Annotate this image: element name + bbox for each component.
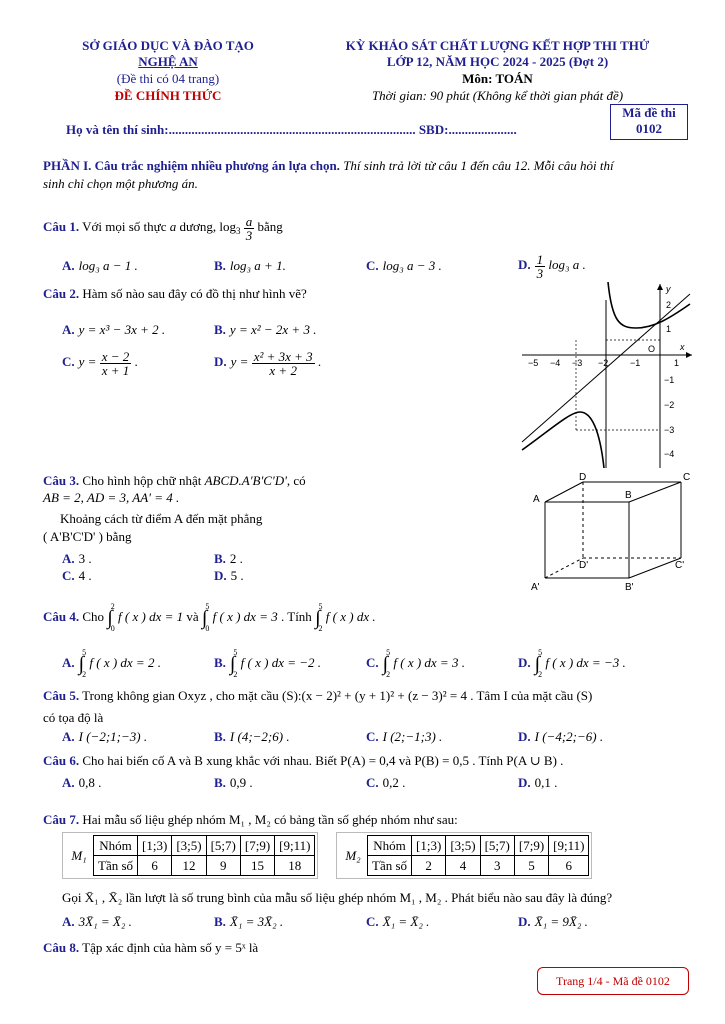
edge-BC [629,482,681,502]
graph-y-tick-label: −3 [664,425,675,435]
part1-instruction-2: sinh chỉ chọn một phương án. [43,176,198,191]
exam-subject: Môn: TOÁN [462,71,533,86]
question-4-option-b[interactable] [214,642,321,686]
table-cell: 2 [412,856,446,876]
question-4-text2: . Tính [280,608,312,624]
table-cell: 4 [446,856,480,876]
question-4-integral-2: f ( x ) dx = 3 [212,608,278,624]
option-letter: A. [62,258,75,273]
question-3-box: ABCD.A'B'C'D' [204,473,287,488]
option-text: 5 . [230,568,244,583]
question-1-option-b[interactable] [214,258,286,274]
table-m1-wrapper [62,832,318,879]
option-text: y = x² − 2x + 3 . [229,322,317,337]
question-6-text: Cho hai biến cố A và B xung khắc với nhau. Biết P(A) = 0,4 và P(B) = 0,5 . Tính P(A ∪ B) . [82,753,564,768]
option-letter: C. [62,568,75,583]
question-1-label: Câu 1. [43,219,80,234]
question-8 [43,940,258,956]
integral-sign: ∫ [534,653,541,675]
question-2-label: Câu 2. [43,286,80,301]
question-1-text2: dương, [179,219,217,234]
question-7-option-a[interactable] [62,914,132,930]
x-axis-arrow [686,352,692,358]
table-m1-label: M₁ [71,847,87,863]
function-graph [520,282,692,468]
header-official: ĐỀ CHÍNH THỨC [114,88,222,103]
option-letter: D. [214,568,227,583]
integral-limits: 5 2 [318,602,323,633]
question-5-option-d[interactable] [518,729,603,745]
table-cell: [1;3) [412,836,446,856]
question-3-label: Câu 3. [43,473,80,488]
exam-code-label: Mã đề thi [622,105,676,120]
option-text: 3 . [78,551,92,566]
question-2-option-a[interactable] [62,322,165,338]
integral-sign: ∫ [315,607,321,629]
table-header-cell: Nhóm [94,836,138,856]
table-cell: [5;7) [206,836,240,856]
question-2-option-b[interactable] [214,322,316,338]
option-frac-den: x + 2 [269,362,297,378]
page-footer: Trang 1/4 - Mã đề 0102 [537,967,689,995]
option-text: I (−4;2;−6) . [534,729,604,744]
question-1-log-base: 3 [236,226,241,236]
question-4-text: Cho [82,608,105,624]
question-8-text: Tập xác định của hàm số y = 5ˣ là [82,940,259,955]
integral-limits: 2 0 [110,602,115,633]
cube-vertex-label: D' [579,560,589,571]
question-3-option-a[interactable] [62,551,92,567]
question-5-option-c[interactable] [366,729,442,745]
table-cell: 5 [514,856,548,876]
question-4 [43,596,376,640]
option-text: log₃ a − 3 . [382,258,442,273]
table-cell: 9 [206,856,240,876]
option-letter: A. [62,914,75,929]
question-3-text1b: , có [286,473,306,488]
exam-code-box [610,104,688,140]
exam-title: KỲ KHẢO SÁT CHẤT LƯỢNG KẾT HỢP THI THỬ [345,38,650,53]
option-letter: D. [518,729,531,744]
question-1-option-c[interactable] [366,258,442,274]
question-2 [43,286,307,302]
table-cell: 6 [138,856,172,876]
option-letter: B. [214,775,226,790]
table-cell: [9;11) [275,836,315,856]
question-4-and: và [186,608,199,624]
graph-x-tick-label: −2 [598,358,609,368]
question-3-plane: ( A'B'C'D' ) bằng [43,529,132,544]
question-3-dimensions: AB = 2, AD = 3, AA' = 4 . [43,490,180,505]
question-1-frac-den: 3 [245,227,253,243]
question-5 [43,688,592,704]
option-lhs: y = [230,354,249,369]
table-cell: [9;11) [549,836,589,856]
option-letter: A. [62,775,75,790]
option-text: I (−2;1;−3) . [78,729,148,744]
question-6-option-b[interactable] [214,775,253,791]
table-m2-wrapper [336,832,592,879]
table-cell: [1;3) [138,836,172,856]
graph-x-tick-label: O [648,344,656,354]
option-text: f ( x ) dx = −3 . [545,654,626,670]
option-text: X̄₁ = 9X̄₂ . [534,914,588,929]
question-1-var: a [169,219,177,234]
graph-x-axis-label: x [680,342,685,352]
part1-title: PHẦN I. Câu trắc nghiệm nhiều phương án lựa chọn. [43,158,340,173]
question-7-label: Câu 7. [43,812,80,827]
option-letter: D. [518,257,531,272]
option-letter: D. [518,654,531,670]
question-3-option-c[interactable] [62,568,92,584]
question-7-option-b[interactable] [214,914,283,930]
question-5-label: Câu 5. [43,688,80,703]
integral-sign: ∫ [201,607,208,629]
option-text: X̄₁ = 3X̄₂ . [229,914,284,929]
option-fraction [535,253,546,280]
option-text: 0,8 . [78,775,102,790]
graph-y-axis-label: y [666,284,671,294]
question-2-option-d[interactable]: D. y = $\frac{\text{x² + 3x + 3}}{x + 2}$ . [214,348,322,378]
integral-sign: ∫ [229,653,236,675]
question-3-option-d[interactable] [214,568,244,584]
table-m2-label: M₂ [345,847,361,863]
option-letter: D. [518,914,531,929]
table-cell: [3;5) [446,836,480,856]
question-1-option-d[interactable] [518,250,586,280]
question-3-prompt: Khoảng cách từ điểm A đến mặt phẳng [60,511,263,526]
question-6 [43,753,563,769]
graph-x-tick-label: 1 [674,358,680,368]
graph-x-tick-label: −1 [630,358,641,368]
edge-AD [545,482,583,502]
curve-left-branch [522,412,604,468]
question-4-option-c[interactable] [366,642,465,686]
option-letter: D. [214,354,227,369]
table-cell: 3 [480,856,514,876]
question-4-option-d[interactable] [518,642,626,686]
option-text: I (2;−1;3) . [382,729,443,744]
student-info-line: Họ và tên thí sinh:............................................................................ SBD:..................... [66,122,517,137]
table-cell: [7;9) [240,836,274,856]
graph-y-tick-label: 1 [666,324,672,334]
graph-x-tick-label: −4 [550,358,561,368]
question-3 [43,473,306,489]
question-1-text: Với mọi số thực [82,219,167,234]
table-header-cell: Nhóm [368,836,412,856]
table-cell: 18 [275,856,315,876]
integral-limits: 5 2 [233,648,238,679]
cube-vertex-label: B [625,490,632,501]
option-letter: B. [214,258,226,273]
question-6-label: Câu 6. [43,753,80,768]
table-cell: [5;7) [480,836,514,856]
graph-y-tick-label: −1 [664,375,675,385]
exam-grade-year: LỚP 12, NĂM HỌC 2024 - 2025 (Đợt 2) [386,54,609,69]
option-text: X̄₁ = X̄₂ . [382,914,430,929]
question-1-frac-num: a [245,213,253,229]
question-5-text: Trong không gian Oxyz , cho mặt cầu (S):(x − 2)² + (y + 1)² + (z − 3)² = 4 . Tâm I của mặt cầu (S) [82,688,593,703]
option-letter: A. [62,654,75,670]
question-7 [43,812,458,828]
graph-y-tick-label: −2 [664,400,675,410]
option-letter: B. [214,914,226,929]
cube-vertex-label: A' [531,582,540,593]
table-cell: 12 [172,856,206,876]
integral-sign: ∫ [382,653,389,675]
edge-A1D1-hidden [545,558,583,578]
question-3-option-b[interactable] [214,551,243,567]
option-text: f ( x ) dx = −2 . [240,654,322,670]
option-letter: B. [214,654,226,670]
option-text: y = x³ − 3x + 2 . [78,322,166,337]
question-3-text1: Cho hình hộp chữ nhật [82,473,202,488]
cube-vertex-label: C [683,472,690,483]
cube-vertex-label: A [533,494,540,505]
edge-B1C1 [629,558,681,578]
cube-vertex-label: D [579,472,587,483]
option-text: 2 . [229,551,243,566]
integral-limits: 5 0 [205,602,210,633]
option-letter: C. [366,258,379,273]
table-cell: 15 [240,856,274,876]
option-letter: C. [366,729,379,744]
integral-sign: ∫ [107,607,113,629]
question-1-option-a[interactable] [62,258,138,274]
integral-limits: 5 2 [538,648,543,679]
question-1 [43,212,283,246]
question-1-log: log [219,219,237,234]
option-letter: C. [62,354,75,369]
table-header-cell: Tần số [368,856,412,876]
option-letter: A. [62,322,75,337]
cuboid-figure [525,470,690,595]
exam-duration: Thời gian: 90 phút (Không kể thời gian phát đề) [371,88,624,103]
integral-limits: 5 2 [386,648,391,679]
option-letter: B. [214,551,226,566]
option-text: f ( x ) dx = 3 . [393,654,465,670]
option-letter: C. [366,654,379,670]
question-7-text2: Gọi X̄₁ , X̄₂ lần lượt là số trung bình của mẫu số liệu ghép nhóm M₁ , M₂ . Phát biểu nào sau đây là đúng? [62,890,613,905]
question-8-label: Câu 8. [43,940,80,955]
option-letter: A. [62,729,75,744]
option-text: f ( x ) dx = 2 . [89,654,161,670]
table-cell: [7;9) [514,836,548,856]
option-text: log₃ a − 1 . [78,258,138,273]
graph-y-tick-label: 2 [666,300,672,310]
option-letter: D. [518,775,531,790]
question-1-fraction [244,215,255,242]
option-letter: B. [214,729,226,744]
header-department: SỞ GIÁO DỤC VÀ ĐÀO TẠO [82,38,254,53]
option-frac-num: x² + 3x + 3 [253,348,313,364]
question-5-option-b[interactable] [214,729,290,745]
option-text: 0,1 . [534,775,558,790]
option-fraction [100,350,132,377]
integral-sign: ∫ [78,653,85,675]
option-frac-den: x + 1 [101,362,130,378]
part1-instruction-1: Thí sinh trả lời từ câu 1 đến câu 12. Mỗi câu hỏi thí [343,158,614,173]
question-2-text: Hàm số nào sau đây có đồ thị như hình vẽ? [82,286,307,301]
y-axis-arrow [657,284,663,290]
option-fraction [252,350,315,377]
option-text: 0,2 . [382,775,406,790]
option-frac-num: x − 2 [101,348,130,364]
option-text: log₃ a . [548,257,586,272]
question-1-text3: bằng [257,219,283,234]
question-6-option-d[interactable] [518,775,557,791]
graph-x-tick-label: −5 [528,358,539,368]
question-4-integral-1: f ( x ) dx = 1 [118,608,184,624]
table-cell: [3;5) [172,836,206,856]
graph-x-tick-label: −3 [572,358,583,368]
question-5-option-a[interactable] [62,729,147,745]
table-header-cell: Tần số [94,856,138,876]
option-text: 4 . [78,568,92,583]
question-2-option-c[interactable]: C. y = $\frac{x - 2}{x + 1}$ . [62,348,138,378]
option-lhs: y = [78,354,97,369]
question-7-option-d[interactable] [518,914,588,930]
question-4-option-a[interactable] [62,642,161,686]
option-text: log₃ a + 1. [229,258,286,273]
question-7-option-c[interactable] [366,914,429,930]
question-4-label: Câu 4. [43,608,80,624]
question-6-option-c[interactable] [366,775,405,791]
option-letter: A. [62,551,75,566]
exam-code-value: 0102 [636,121,662,136]
part1-heading [43,158,614,174]
option-frac-num: 1 [536,251,544,267]
question-5-text2: có tọa độ là [43,710,104,725]
header-pages-note: (Đề thi có 04 trang) [116,71,220,86]
question-6-option-a[interactable] [62,775,101,791]
option-text: 0,9 . [229,775,253,790]
option-letter: C. [366,775,379,790]
option-text: 3X̄₁ = X̄₂ . [78,914,132,929]
option-frac-den: 3 [536,265,544,281]
option-letter: B. [214,322,226,337]
cube-vertex-label: B' [625,582,634,593]
integral-limits: 5 2 [82,648,87,679]
header-province: NGHỆ AN [138,54,198,69]
option-letter: C. [366,914,379,929]
option-text: I (4;−2;6) . [229,729,290,744]
frequency-table-m1 [65,835,315,876]
table-cell: 6 [549,856,589,876]
question-7-text: Hai mẫu số liệu ghép nhóm M₁ , M₂ có bảng tần số ghép nhóm như sau: [82,812,458,827]
frequency-table-m2 [339,835,589,876]
cube-vertex-label: C' [675,560,685,571]
question-4-integral-3: f ( x ) dx . [325,608,376,624]
graph-y-tick-label: −4 [664,449,675,459]
